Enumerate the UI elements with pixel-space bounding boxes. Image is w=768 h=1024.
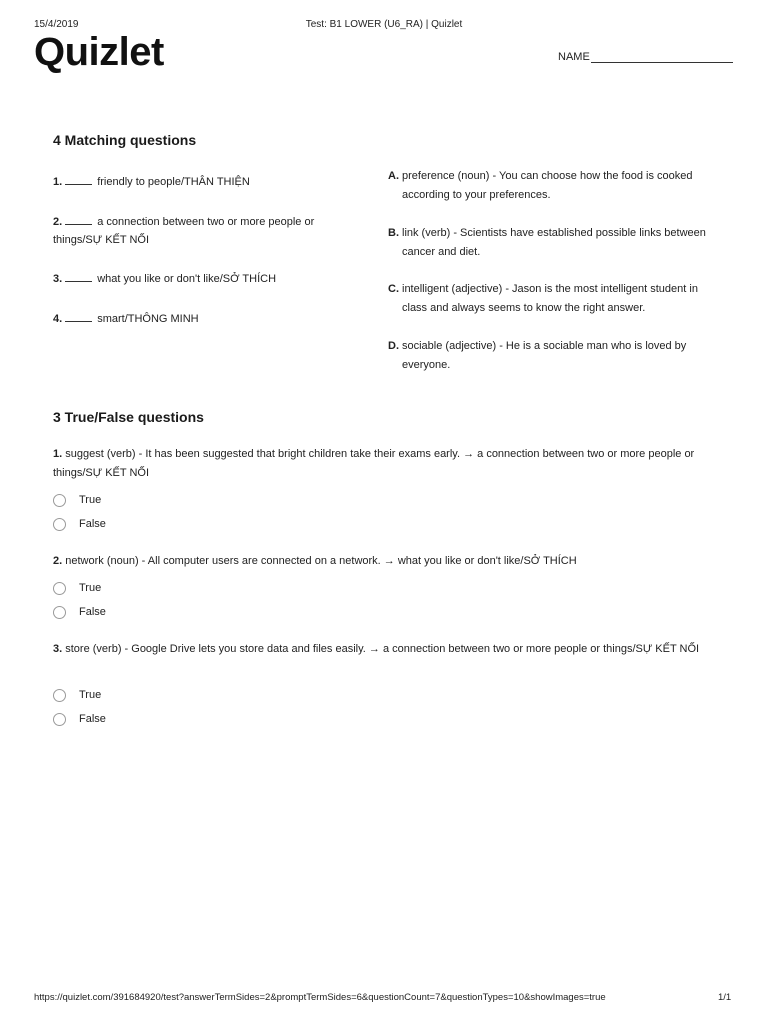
matching-question xyxy=(53,270,343,288)
false-label: False xyxy=(79,518,106,530)
option-text: sociable (adjective) - He is a sociable man who is loved by everyone. xyxy=(402,340,687,371)
true-false-question xyxy=(53,552,718,571)
true-false-section-title: 3 True/False questions xyxy=(53,409,204,425)
option-text: link (verb) - Scientists have established possible links between cancer and diet. xyxy=(402,227,706,258)
question-number: 1. xyxy=(53,176,63,188)
false-label: False xyxy=(79,713,106,725)
answer-blank xyxy=(65,310,92,322)
question-text: network (noun) - All computer users are connected on a network. → what you like or don't like/SỞ THÍCH xyxy=(65,555,577,567)
question-number: 3. xyxy=(53,643,63,655)
true-label: True xyxy=(79,582,102,594)
question-number: 3. xyxy=(53,273,63,285)
question-number: 2. xyxy=(53,216,63,228)
question-text: friendly to people/THÂN THIỆN xyxy=(97,176,250,188)
option-text: intelligent (adjective) - Jason is the most intelligent student in class and always seems to know the right answer. xyxy=(402,283,698,314)
true-label: True xyxy=(79,689,102,701)
matching-section-title: 4 Matching questions xyxy=(53,132,197,148)
false-option[interactable] xyxy=(53,711,106,727)
name-line xyxy=(591,48,733,63)
true-false-question xyxy=(53,445,718,482)
question-text: smart/THÔNG MINH xyxy=(97,313,199,325)
false-label: False xyxy=(79,606,106,618)
print-date: 15/4/2019 xyxy=(34,19,79,30)
answer-blank xyxy=(65,213,92,225)
question-number: 1. xyxy=(53,448,63,460)
false-option[interactable] xyxy=(53,516,106,532)
option-letter: A. xyxy=(388,170,399,182)
radio-button[interactable] xyxy=(53,713,66,726)
matching-option xyxy=(388,337,708,374)
question-text: a connection between two or more people or things/SỰ KẾT NỐI xyxy=(53,216,315,246)
option-text: preference (noun) - You can choose how the food is cooked according to your preferences. xyxy=(402,170,693,201)
question-number: 2. xyxy=(53,555,63,567)
matching-question xyxy=(53,310,343,328)
radio-button[interactable] xyxy=(53,689,66,702)
true-false-question xyxy=(53,640,718,659)
question-number: 4. xyxy=(53,313,63,325)
radio-button[interactable] xyxy=(53,518,66,531)
false-option[interactable] xyxy=(53,604,106,620)
question-text: what you like or don't like/SỞ THÍCH xyxy=(97,273,277,285)
matching-option xyxy=(388,280,708,317)
option-letter: D. xyxy=(388,340,399,352)
radio-button[interactable] xyxy=(53,606,66,619)
question-text: store (verb) - Google Drive lets you store data and files easily. → a connection between two or more people or things/SỰ KẾT NỐI xyxy=(65,643,700,655)
answer-blank xyxy=(65,173,92,185)
name-label: NAME xyxy=(558,51,590,63)
option-letter: C. xyxy=(388,283,399,295)
question-text: suggest (verb) - It has been suggested that bright children take their exams early. → a connection between two or more people or things/SỰ KẾT NỐI xyxy=(53,448,695,479)
radio-button[interactable] xyxy=(53,494,66,507)
print-page-title: Test: B1 LOWER (U6_RA) | Quizlet xyxy=(305,19,463,30)
option-letter: B. xyxy=(388,227,399,239)
quizlet-logo: Quizlet xyxy=(34,30,164,74)
answer-blank xyxy=(65,270,92,282)
matching-option xyxy=(388,224,708,261)
footer-url: https://quizlet.com/391684920/test?answerTermSides=2&promptTermSides=6&questionCount=7&questionTypes=10&showImages=true xyxy=(34,992,606,1003)
true-label: True xyxy=(79,494,102,506)
true-option[interactable] xyxy=(53,687,101,703)
true-option[interactable] xyxy=(53,580,101,596)
matching-question xyxy=(53,213,343,249)
matching-question xyxy=(53,173,343,191)
name-field xyxy=(558,48,733,63)
true-option[interactable] xyxy=(53,492,101,508)
radio-button[interactable] xyxy=(53,582,66,595)
matching-option xyxy=(388,167,708,204)
page-number: 1/1 xyxy=(718,992,732,1003)
